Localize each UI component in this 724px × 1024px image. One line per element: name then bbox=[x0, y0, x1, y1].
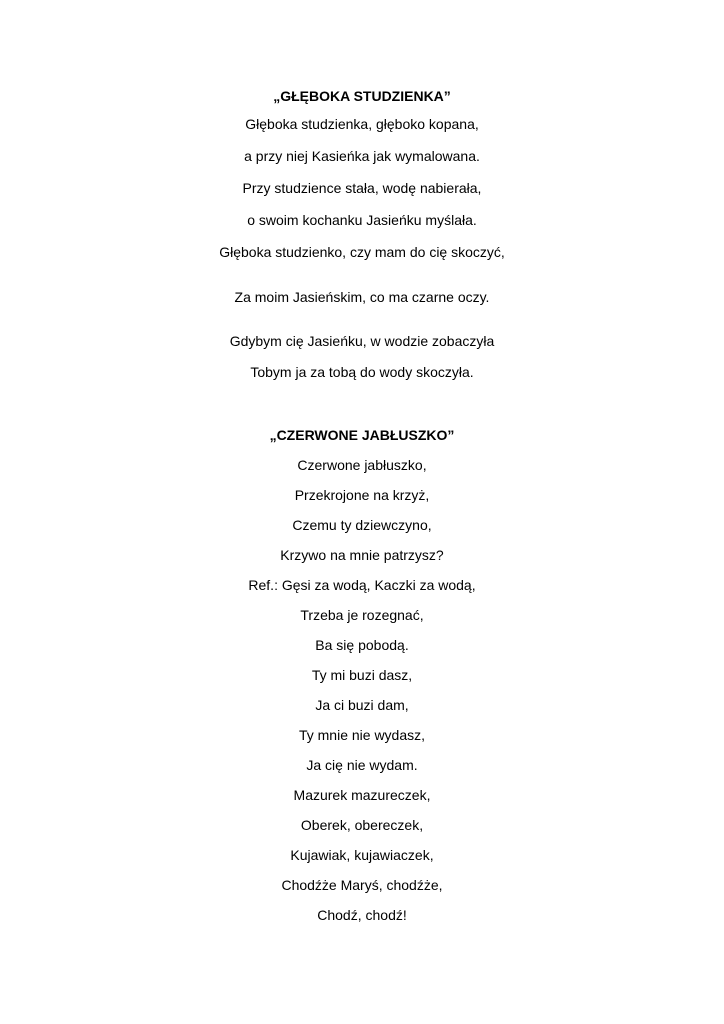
song2-line-4: Krzywo na mnie patrzysz? bbox=[280, 547, 444, 563]
song2-line-2: Przekrojone na krzyż, bbox=[294, 487, 430, 503]
song1-line-5: Głęboka studzienko, czy mam do cię skoczyć, bbox=[219, 244, 505, 260]
song2-line-8: Ty mi buzi dasz, bbox=[311, 667, 413, 683]
song2-title: „CZERWONE JABŁUSZKO” bbox=[269, 427, 455, 443]
song1-line-3: Przy studzience stała, wodę nabierała, bbox=[242, 180, 482, 196]
song2-line-13: Oberek, obereczek, bbox=[300, 817, 424, 833]
song1-line-7: Gdybym cię Jasieńku, w wodzie zobaczyła bbox=[229, 333, 495, 349]
song2-line-16: Chodź, chodź! bbox=[317, 907, 407, 923]
song1-line-4: o swoim kochanku Jasieńku myślała. bbox=[247, 212, 477, 228]
song2-line-1: Czerwone jabłuszko, bbox=[297, 457, 427, 473]
song2-line-9: Ja ci buzi dam, bbox=[315, 697, 409, 713]
song1-line-8: Tobym ja za tobą do wody skoczyła. bbox=[250, 364, 474, 380]
song1-line-6: Za moim Jasieńskim, co ma czarne oczy. bbox=[234, 289, 490, 305]
song2-line-10: Ty mnie nie wydasz, bbox=[298, 727, 426, 743]
song1-title: „GŁĘBOKA STUDZIENKA” bbox=[273, 88, 451, 104]
song1-line-2: a przy niej Kasieńka jak wymalowana. bbox=[244, 148, 480, 164]
song1-line-1: Głęboka studzienka, głęboko kopana, bbox=[245, 116, 479, 132]
song2-line-6: Trzeba je rozegnać, bbox=[300, 607, 424, 623]
song2-refrain: Ref.: Gęsi za wodą, Kaczki za wodą, bbox=[248, 577, 476, 593]
song2-line-15: Chodźże Maryś, chodźże, bbox=[281, 877, 443, 893]
song2-line-3: Czemu ty dziewczyno, bbox=[292, 517, 432, 533]
song2-line-12: Mazurek mazureczek, bbox=[293, 787, 431, 803]
song2-line-14: Kujawiak, kujawiaczek, bbox=[290, 847, 434, 863]
song2-line-11: Ja cię nie wydam. bbox=[306, 757, 418, 773]
song2-line-7: Ba się pobodą. bbox=[315, 637, 409, 653]
